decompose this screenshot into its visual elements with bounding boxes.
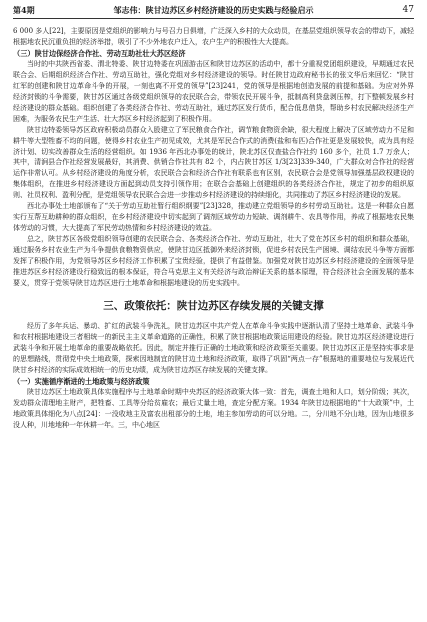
paragraph: 西北办事处土地部颁布了“关于劳动互助社暂行组织纲要”[23]328，推动建立党组领导的乡村劳动互助社。这是一种群众自愿实行互帮互助耕种的群众组织，在乡村经济建设中切实起到了调剂区域劳动力短缺、调剂耕牛、农具等作用，养成了根据地农民集体劳动的习惯，大大提高了军民劳动热情和乡村经济建设的效益。 xyxy=(13,202,414,233)
page-number: 47 xyxy=(402,5,414,15)
running-header xyxy=(13,4,414,19)
paragraph: 陕甘边特委领导苏区政府积极动员群众入股建立了军民粮食合作社，调节粮食物资余缺，很大程度上解决了区域劳动力不足和耕牛等大型牲畜不均的问题，使得乡村农业生产初见成效，尤其是军民合作式的消费(盐和布匹)合作社更是发展较快，成为具有经济计划、切实改善群众生活的经营组织。如 1936 年西北办事处的统计，陕北苏区仅查盐合作社约 160 多个，社员 1.7 万余人；其中，清涧县合作社经营发展最好，其消费、供销合作社共有 82 个，内占陕甘苏区 1/3[23]339-340，广大群众对合作社的经营运作非常认可。从乡村经济建设的角度分析，农民联合会和经济合作社有联系也有区别，农民联合会是党领导加强基层政权建设的集体组织，在推进乡村经济建设方面起到动员支持引领作用；在联合会基础上创建组织的各类经济合作社，规定了初步的组织原则、社员权利、盈利分配，是党组领导农民联合会进一步推动乡村经济建设的持续细化，共同推动了苏区乡村经济建设的发展。 xyxy=(13,125,414,200)
paragraph: 陕甘边苏区土地政策具体实施程序与土地革命时期中央苏区的经济政策大体一致：首先，调查土地和人口，划分阶级；其次，发动群众清理地主财产，把牲畜、工具等分给贫雇农；最后丈量土地，查定分配方案。1934 年陕甘边根据地的“十大政策”中，土地政策具体细化为八点[24]：一没收地主及富农出租部分的土地，地主参加劳动的可以分地。二，分川地不分山地，因为山地很多没人种，川地地种一年休耕一年。三，中心地区 xyxy=(13,387,414,429)
section-heading-1: （一）实施循序渐进的土地政策与经济政策 xyxy=(13,376,150,386)
issue-number: 第4期 xyxy=(13,5,35,15)
part-heading: 三、政策依托：陕甘边苏区存续发展的关键支撑 xyxy=(103,299,324,312)
paragraph-continued: 6 000 多人[22]，主要原因是党组织的影响力与号召力日俱增，广泛深入乡村的大众动员，在基层党组织领导农会的带动下，减轻根据地农民沉重负担的经济举措，吸引了不少外地农户迁入，农户生产的积极性大大提高。 xyxy=(13,27,414,46)
paragraph: 当时的中共陕西省委、渭北特委、陕甘边特委在巩固游击区和陕甘边苏区的活动中，都十分重视党团组织建设，早期通过农民联合会、后期组织经济合作社、劳动互助社，强化党组对乡村经济建设的领导。时任陕甘边政府秘书长的张文华后来回忆：“陕甘红军的创建和陕甘边革命斗争的开展，一刻也离不开党的领导”[23]241，党的领导是根据地创造发展的前提和基础。为应对外界经济封锁的斗争需要，陕甘苏区通过各级党组织领导的农民联合会，带领农民开展斗争，抵制高利贷盘剥压榨，打下整顿发展乡村经济建设的群众基础。组织创建了各类经济合作社、劳动互助社，通过苏区发行货币，配合低息借贷，帮助乡村农民解决经济生产困难，为服务农民生产生活、壮大苏区乡村经济起到了积极作用。 xyxy=(13,59,414,123)
paragraph: 经历了多年兵运、暴动、扩红的武装斗争洗礼，陕甘边苏区中共产党人在革命斗争实践中逐渐认清了坚持土地革命、武装斗争和农村根据地建设三者相统一的新民主主义革命道路的正确性，积累了陕甘根据地政策运用建设的经验。陕甘边苏区经济建设进行武装斗争和开展土地革命的重要战略依托。因此，制定并推行正确的土地政策和经济政策至关重要。陕甘边苏区正是坚持实事求是的思想路线，贯彻党中央土地政策，探索因地制宜的陕甘边土地和经济政策，取得了巩固“两点一存”根据地的重要地位与发展近代陕甘乡村经济的实际成效相统一的历史功绩，成为陕甘边苏区存续发展的关键支撑。 xyxy=(13,321,414,374)
article-body xyxy=(13,26,414,431)
paragraph: 总之，陕甘苏区各级党组织领导创建的农民联合会、各类经济合作社、劳动互助社，壮大了党在苏区乡村的组织和群众基础，通过服务乡村农业生产为斗争提供食粮物资供应，使陕甘边区抵御外来经济封锁，促进乡村农民生产困境、调结农民斗争等方面都发挥了积极作用，为党领导苏区乡村经济工作积累了宝贵经验，提供了有益借鉴。加强党对陕甘边苏区乡村经济建设的全面领导是推进苏区乡村经济建设行稳致远的根本保证，符合马克思主义有关经济与政治辩证关系的基本原理，符合经济社会全面发展的基本要义，贯穿于党领导陕甘边苏区进行土地革命和根据地建设的历史实践中。 xyxy=(13,235,414,287)
section-heading-3: （三）陕甘边保经济合作社、劳动互助社壮大苏区经济 xyxy=(13,48,186,58)
running-title: 邹志伟：陕甘边苏区乡村经济建设的历史实践与经验启示 xyxy=(113,5,314,15)
